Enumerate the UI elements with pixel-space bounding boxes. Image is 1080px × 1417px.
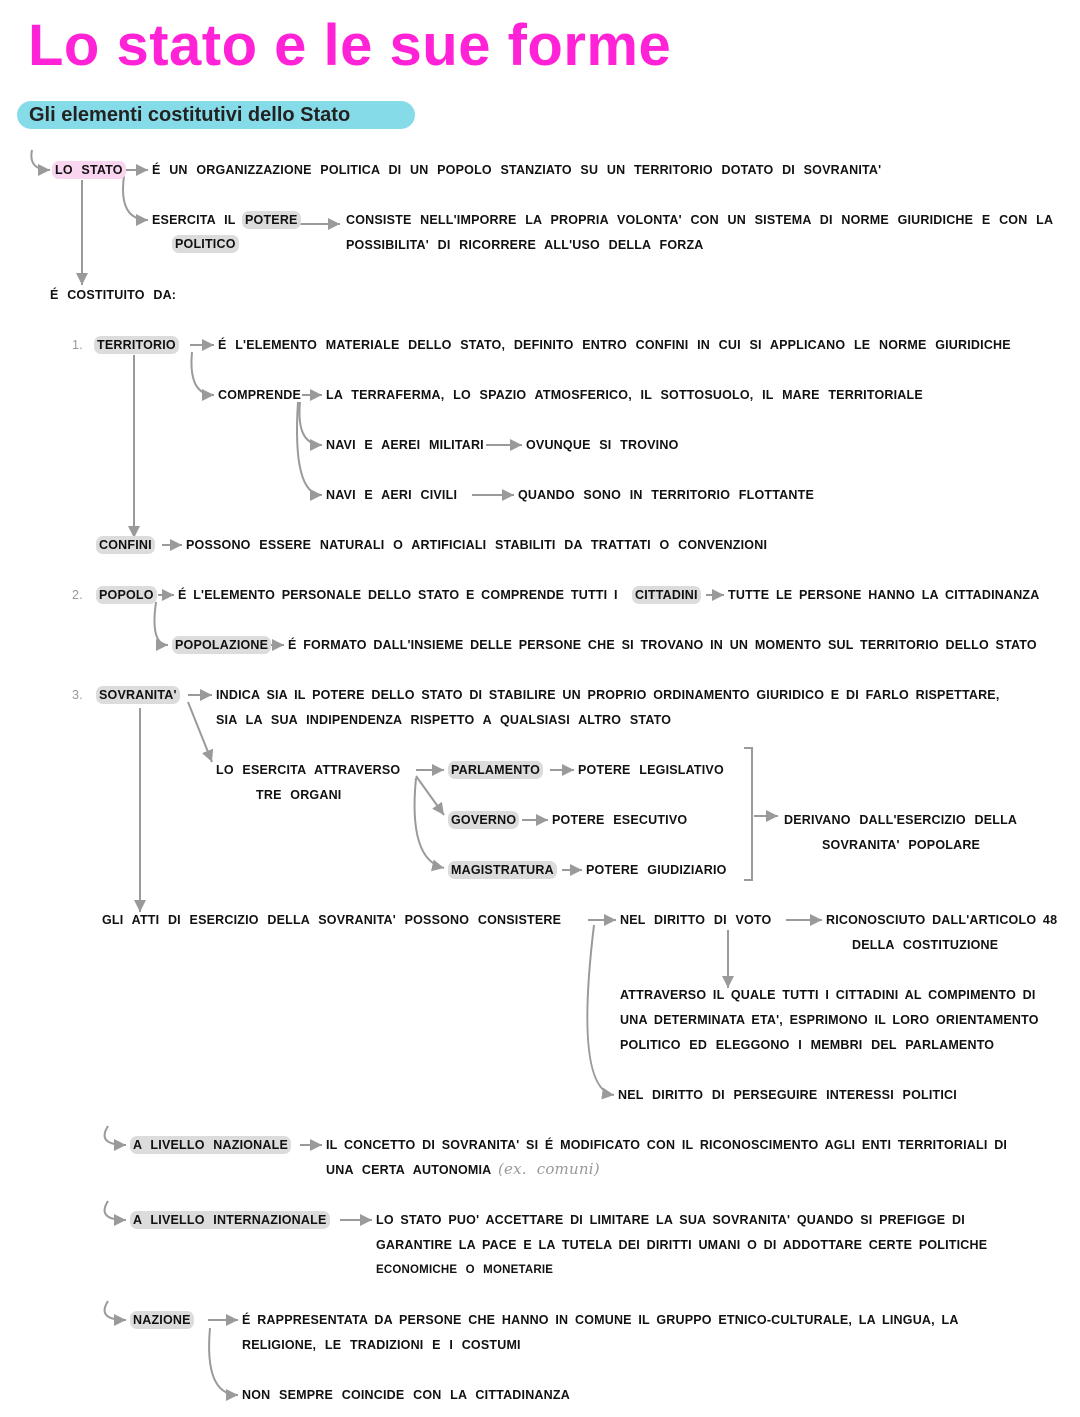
- page-title: Lo stato e le sue forme: [28, 13, 672, 78]
- navi-civili-text: QUANDO SONO IN TERRITORIO FLOTTANTE: [518, 488, 814, 502]
- sovranita-def-1: INDICA SIA IL POTERE DELLO STATO DI STABILIRE UN PROPRIO ORDINAMENTO GIURIDICO E DI FARLO RISPETTARE,: [216, 688, 1000, 702]
- confini-text: POSSONO ESSERE NATURALI O ARTIFICIALI STABILITI DA TRATTATI O CONVENZIONI: [186, 538, 768, 552]
- popolo-definition: É L'ELEMENTO PERSONALE DELLO STATO E COMPRENDE TUTTI I: [178, 588, 618, 602]
- lo-stato-label: LO STATO: [52, 161, 126, 179]
- politico-label: POLITICO: [172, 235, 239, 253]
- nazionale-line-2: UNA CERTA AUTONOMIA: [326, 1163, 492, 1177]
- sovranita-label: SOVRANITA': [96, 686, 180, 704]
- arrow: [416, 776, 444, 815]
- arrow: [209, 1328, 238, 1395]
- cittadini-label: CITTADINI: [632, 586, 701, 604]
- comprende-label: COMPRENDE: [218, 388, 302, 402]
- arrow: [191, 352, 214, 395]
- voto-desc-line: ATTRAVERSO IL QUALE TUTTI I CITTADINI AL COMPIMENTO DI: [620, 988, 1036, 1002]
- item-number: 2.: [72, 588, 83, 602]
- arrow: [123, 176, 148, 220]
- arrow: [587, 925, 614, 1095]
- confini-label: CONFINI: [96, 536, 155, 554]
- diritto-interessi: NEL DIRITTO DI PERSEGUIRE INTERESSI POLITICI: [618, 1088, 957, 1102]
- tre-organi: TRE ORGANI: [256, 788, 342, 802]
- costituito-da: É COSTITUITO DA:: [50, 288, 177, 302]
- territorio-definition: É L'ELEMENTO MATERIALE DELLO STATO, DEFINITO ENTRO CONFINI IN CUI SI APPLICANO LE NORME GIURIDICHE: [218, 338, 1011, 352]
- consiste-line-1: CONSISTE NELL'IMPORRE LA PROPRIA VOLONTA' CON UN SISTEMA DI NORME GIURIDICHE E CON LA: [346, 213, 1054, 227]
- articolo-line-2: DELLA COSTITUZIONE: [852, 938, 999, 952]
- organo-parlamento: PARLAMENTO: [448, 761, 543, 779]
- arrow: [297, 402, 322, 495]
- internazionale-line-1: LO STATO PUO' ACCETTARE DI LIMITARE LA SUA SOVRANITA' QUANDO SI PREFIGGE DI: [376, 1213, 965, 1227]
- nazionale-note: (ex. comuni): [498, 1160, 600, 1178]
- arrow: [299, 402, 322, 445]
- item-number: 1.: [72, 338, 83, 352]
- potere-esecutivo: POTERE ESECUTIVO: [552, 813, 688, 827]
- item-number: 3.: [72, 688, 83, 702]
- potere-label: POTERE: [242, 211, 301, 229]
- arrow: [415, 778, 444, 868]
- livello-nazionale-label: A LIVELLO NAZIONALE: [130, 1136, 291, 1154]
- arrow: [105, 1126, 126, 1145]
- nazione-line-1: É RAPPRESENTATA DA PERSONE CHE HANNO IN COMUNE IL GRUPPO ETNICO-CULTURALE, LA LINGUA, LA: [242, 1313, 959, 1327]
- internazionale-line-2: GARANTIRE LA PACE E LA TUTELA DEI DIRITTI UMANI O DI ADDOTTARE CERTE POLITICHE: [376, 1238, 988, 1252]
- nazione-line-3: NON SEMPRE COINCIDE CON LA CITTADINANZA: [242, 1388, 570, 1402]
- diritto-voto: NEL DIRITTO DI VOTO: [620, 913, 772, 927]
- arrow: [105, 1301, 126, 1320]
- popolazione-text: É FORMATO DALL'INSIEME DELLE PERSONE CHE SI TROVANO IN UN MOMENTO SUL TERRITORIO DELLO STATO: [288, 638, 1037, 652]
- popolazione-label: POPOLAZIONE: [172, 636, 271, 654]
- arrow: [188, 702, 212, 762]
- section-heading: Gli elementi costitutivi dello Stato: [17, 101, 415, 129]
- articolo-line-1: RICONOSCIUTO DALL'ARTICOLO 48: [826, 913, 1058, 927]
- bracket: [744, 748, 752, 880]
- territorio-label: TERRITORIO: [94, 336, 179, 354]
- consiste-line-2: POSSIBILITA' DI RICORRERE ALL'USO DELLA FORZA: [346, 238, 704, 252]
- navi-militari-text: OVUNQUE SI TROVINO: [526, 438, 679, 452]
- nazione-line-2: RELIGIONE, LE TRADIZIONI E I COSTUMI: [242, 1338, 521, 1352]
- atti-text: GLI ATTI DI ESERCIZIO DELLA SOVRANITA' POSSONO CONSISTERE: [102, 913, 562, 927]
- navi-militari: NAVI E AEREI MILITARI: [326, 438, 484, 452]
- popolo-label: POPOLO: [96, 586, 157, 604]
- potere-legislativo: POTERE LEGISLATIVO: [578, 763, 724, 777]
- sovranita-def-2: SIA LA SUA INDIPENDENZA RISPETTO A QUALSIASI ALTRO STATO: [216, 713, 672, 727]
- arrow: [31, 150, 50, 170]
- stato-definition: É UN ORGANIZZAZIONE POLITICA DI UN POPOLO STANZIATO SU UN TERRITORIO DOTATO DI SOVRANITA': [152, 163, 882, 177]
- livello-internazionale-label: A LIVELLO INTERNAZIONALE: [130, 1211, 330, 1229]
- nazionale-line-1: IL CONCETTO DI SOVRANITA' SI É MODIFICATO CON IL RICONOSCIMENTO AGLI ENTI TERRITORIALI DI: [326, 1138, 1008, 1152]
- arrow: [155, 602, 169, 645]
- derivano-line-1: DERIVANO DALL'ESERCIZIO DELLA: [784, 813, 1018, 827]
- esercita-text: ESERCITA IL: [152, 213, 236, 227]
- cittadini-text: TUTTE LE PERSONE HANNO LA CITTADINANZA: [728, 588, 1040, 602]
- comprende-text: LA TERRAFERMA, LO SPAZIO ATMOSFERICO, IL SOTTOSUOLO, IL MARE TERRITORIALE: [326, 388, 923, 402]
- esercita-attraverso: LO ESERCITA ATTRAVERSO: [216, 763, 401, 777]
- voto-desc-line: UNA DETERMINATA ETA', ESPRIMONO IL LORO ORIENTAMENTO: [620, 1013, 1039, 1027]
- navi-civili: NAVI E AERI CIVILI: [326, 488, 458, 502]
- nazione-label: NAZIONE: [130, 1311, 194, 1329]
- organo-governo: GOVERNO: [448, 811, 519, 829]
- arrow: [105, 1201, 126, 1220]
- potere-giudiziario: POTERE GIUDIZIARIO: [586, 863, 727, 877]
- organo-magistratura: MAGISTRATURA: [448, 861, 557, 879]
- voto-desc-line: POLITICO ED ELEGGONO I MEMBRI DEL PARLAMENTO: [620, 1038, 995, 1052]
- derivano-line-2: SOVRANITA' POPOLARE: [822, 838, 981, 852]
- internazionale-line-3: ECONOMICHE O MONETARIE: [376, 1264, 554, 1276]
